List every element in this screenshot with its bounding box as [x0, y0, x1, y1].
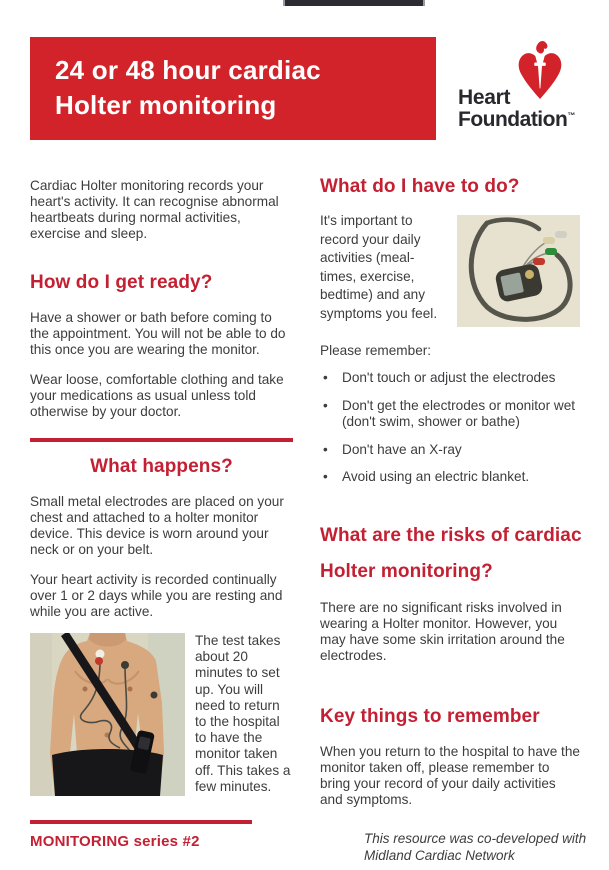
reminder-list: [320, 370, 582, 486]
series-label-rest: series #2: [129, 833, 200, 850]
heading-risks: What are the risks of cardiac Holter monitoring?: [320, 524, 582, 582]
heading-key-things: Key things to remember: [320, 705, 540, 727]
heart-torch-icon: [516, 41, 564, 107]
page-title-line1: 24 or 48 hour cardiac: [55, 55, 321, 85]
torso-holter-photo: [30, 633, 185, 796]
key-things-paragraph: When you return to the hospital to have the monitor taken off, please remember to bring your record of your daily activities and symptoms.: [320, 743, 580, 807]
logo-word-heart: Heart: [458, 86, 511, 109]
title-banner: [30, 37, 436, 140]
series-label-bold: MONITORING: [30, 833, 130, 850]
get-ready-paragraph-2: Wear loose, comfortable clothing and take your medications as usual unless told otherwise by your doctor.: [30, 372, 284, 419]
co-developed-note: This resource was co-developed with Midland Cardiac Network: [364, 831, 587, 863]
risks-paragraph: There are no significant risks involved in wearing a Holter monitor. However, you may have some skin irritation around the electrodes.: [320, 599, 565, 663]
torso-photo-row: [30, 633, 293, 796]
intro-paragraph: Cardiac Holter monitoring records your heart's activity. It can recognise abnormal heartbeats during normal activities, exercise and sleep.: [30, 178, 279, 241]
page-title-line2: Holter monitoring: [55, 90, 277, 120]
viewer-top-edge-bar: [283, 0, 425, 6]
todo-row: [320, 212, 582, 327]
get-ready-paragraph-1: Have a shower or bath before coming to the appointment. You will not be able to do this once you are wearing the monitor.: [30, 310, 286, 357]
heart-foundation-logo: [452, 38, 590, 140]
heading-what-happens: What happens?: [90, 456, 233, 477]
todo-paragraph: It's important to record your daily activities (meal-times, exercise, bedtime) and any symptoms you feel.: [320, 213, 438, 321]
reminder-item-2: • Don't get the electrodes or monitor wet (don't swim, shower or bathe): [320, 398, 582, 431]
heading-get-ready: How do I get ready?: [30, 272, 213, 293]
please-remember-label: Please remember:: [320, 343, 432, 358]
footer-divider: [30, 820, 252, 824]
logo-trademark: ™: [567, 111, 575, 120]
heading-what-to-do: What do I have to do?: [320, 176, 520, 197]
series-label: [30, 833, 200, 850]
reminder-item-4: • Avoid using an electric blanket.: [320, 469, 582, 486]
what-happens-paragraph-2: Your heart activity is recorded continually over 1 or 2 days while you are resting and while you are active.: [30, 572, 283, 619]
left-column: [30, 172, 293, 796]
holter-device-photo: [457, 215, 580, 327]
what-happens-paragraph-1: Small metal electrodes are placed on your chest and attached to a holter monitor device. This device is worn around your neck or on your belt.: [30, 494, 284, 557]
torso-photo-caption: The test takes about 20 minutes to set up. You will need to return to the hospital to have the monitor taken off. This takes a few minutes.: [195, 633, 291, 794]
section-divider: [30, 438, 293, 442]
reminder-item-1: • Don't touch or adjust the electrodes: [320, 370, 582, 387]
logo-foundation-text: Foundation: [458, 108, 568, 131]
logo-word-foundation: [458, 108, 575, 132]
reminder-item-3: • Don't have an X-ray: [320, 442, 582, 459]
right-column: [320, 172, 582, 808]
